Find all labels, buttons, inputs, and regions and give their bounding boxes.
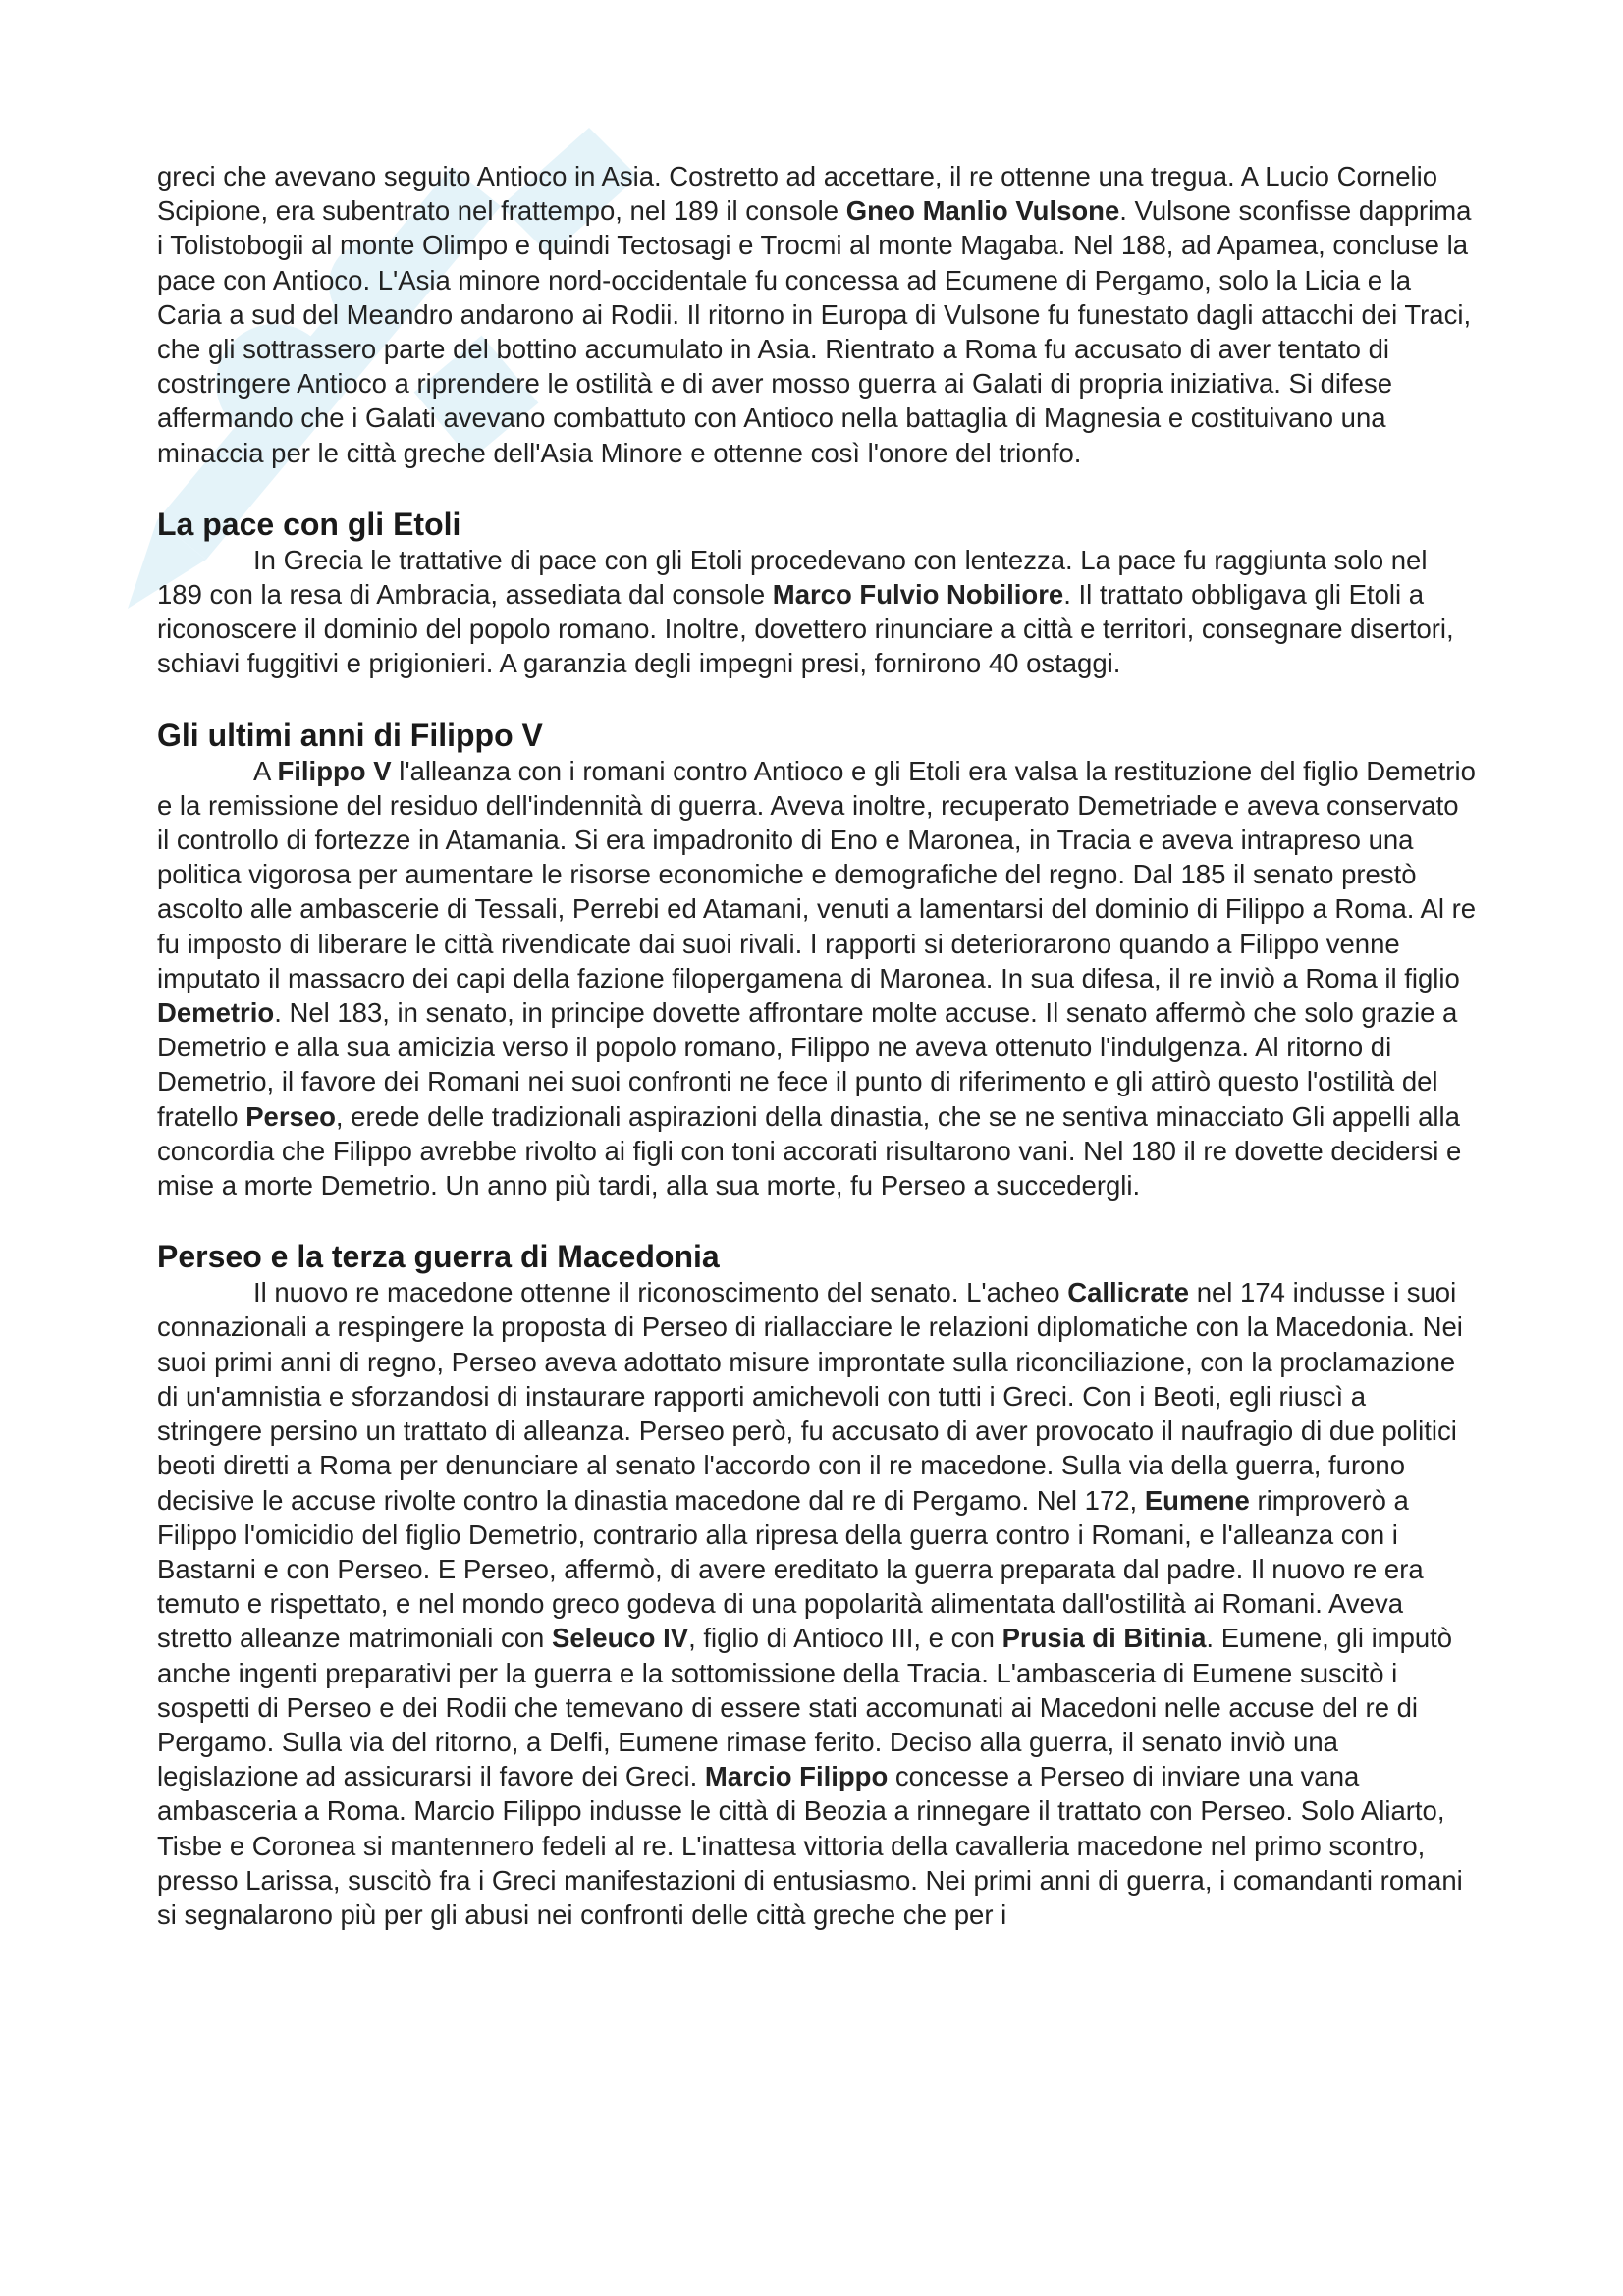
bold-name: Demetrio: [157, 997, 275, 1029]
text-fragment: , erede delle tradizionali aspirazioni della dinastia, che se ne sentiva minacciato Gli appelli alla concordia che Filippo avrebbe rivolto ai figli con toni accorati risultarono vani. Nel 180 il re dovette decidersi e mise a morte Demetrio. Un anno più tardi, alla sua morte, fu Perseo a succedergli.: [157, 1100, 1462, 1201]
text-fragment: , figlio di Antioco III, e con: [688, 1623, 1002, 1654]
text-fragment: In Grecia le trattative di pace con gli Etoli procedevano con lentezza. La pace fu raggiunta solo nel 189 con la resa di Ambracia, assediata dal console: [157, 544, 1428, 611]
text-fragment: rimproverò a Filippo l'omicidio del figlio Demetrio, contrario alla ripresa della guerra contro i Romani, e l'alleanza con i Bastarni e con Perseo. E Perseo, affermò, di avere ereditato la guerra preparata dal padre. Il nuovo re era temuto e rispettato, e nel mondo greco godeva di una popolarità alimentata dall'ostilità ai Romani. Aveva stretto alleanze matrimoniali con: [157, 1484, 1424, 1654]
text-fragment: . Eumene, gli imputò anche ingenti preparativi per la guerra e la sottomissione della Tracia. L'ambasceria di Eumene suscitò i sospetti di Perseo e dei Rodii che temevano di essere stati accomunati ai Macedoni nelle accuse del re di Pergamo. Sulla via del ritorno, a Delfi, Eumene rimase ferito. Deciso alla guerra, il senato inviò una legislazione ad assicurarsi il favore dei Greci.: [157, 1623, 1453, 1792]
text-fragment: . Nel 183, in senato, in principe dovette affrontare molte accuse. Il senato affermò che solo grazie a Demetrio e alla sua amicizia verso il popolo romano, Filippo ne aveva ottenuto l'indulgenza. Al ritorno di Demetrio, il favore dei Romani nei suoi confronti ne fece il punto di riferimento e gli attirò questo l'ostilità del fratello: [157, 997, 1458, 1132]
body-paragraph: [157, 754, 1478, 1203]
body-paragraph: [157, 543, 1478, 681]
bold-name: Filippo V: [277, 755, 392, 786]
text-fragment: greci che avevano seguito Antioco in Asia. Costretto ad accettare, il re ottenne una tregua. A Lucio Cornelio Scipione, era subentrato nel frattempo, nel 189 il console: [157, 161, 1438, 227]
bold-name: Eumene: [1144, 1484, 1250, 1516]
text-fragment: A: [253, 755, 278, 786]
document-page: [157, 159, 1478, 1932]
section-heading: Perseo e la terza guerra di Macedonia: [157, 1239, 720, 1275]
bold-name: Gneo Manlio Vulsone: [845, 195, 1120, 227]
text-fragment: nel 174 indusse i suoi connazionali a respingere la proposta di Perseo di riallacciare le relazioni diplomatiche con la Macedonia. Nei suoi primi anni di regno, Perseo aveva adottato misure improntate sulla riconciliazione, con la proclamazione di un'amnistia e sforzandosi di instaurare rapporti amichevoli con tutti i Greci. Con i Beoti, egli riuscì a stringere persino un trattato di alleanza. Perseo però, fu accusato di aver provocato il naufragio di due politici beoti diretti a Roma per denunciare al senato l'accordo con il re macedone. Sulla via della guerra, furono decisive le accuse rivolte contro la dinastia macedone dal re di Pergamo. Nel 172,: [157, 1277, 1463, 1516]
text-fragment: . Il trattato obbligava gli Etoli a riconoscere il dominio del popolo romano. Inoltre, dovettero rinunciare a città e territori, consegnare disertori, schiavi fuggitivi e prigionieri. A garanzia degli impegni presi, fornirono 40 ostaggi.: [157, 579, 1454, 679]
text-fragment: . Vulsone sconfisse dapprima i Tolistobogii al monte Olimpo e quindi Tectosagi e Trocmi al monte Magaba. Nel 188, ad Apamea, concluse la pace con Antioco. L'Asia minore nord-occidentale fu concessa ad Ecumene di Pergamo, solo la Licia e la Caria a sud del Meandro andarono ai Rodii. Il ritorno in Europa di Vulsone fu funestato dagli attacchi dei Traci, che gli sottrassero parte del bottino accumulato in Asia. Rientrato a Roma fu accusato di aver tentato di costringere Antioco a riprendere le ostilità e di aver mosso guerra ai Galati di propria iniziativa. Si difese affermando che i Galati avevano combattuto con Antioco nella battaglia di Magnesia e costituivano una minaccia per le città greche dell'Asia Minore e ottenne così l'onore del trionfo.: [157, 195, 1472, 468]
bold-name: Marco Fulvio Nobiliore: [772, 579, 1064, 611]
text-fragment: concesse a Perseo di inviare una vana ambasceria a Roma. Marcio Filippo indusse le città di Beozia a rinnegare il trattato con Perseo. Solo Aliarto, Tisbe e Coronea si mantennero fedeli al re. L'inattesa vittoria della cavalleria macedone nel primo scontro, presso Larissa, suscitò fra i Greci manifestazioni di entusiasmo. Nei primi anni di guerra, i comandanti romani si segnalarono più per gli abusi nei confronti delle città greche che per i: [157, 1761, 1463, 1930]
text-fragment: Il nuovo re macedone ottenne il riconoscimento del senato. L'acheo: [253, 1277, 1068, 1308]
section-heading: La pace con gli Etoli: [157, 506, 461, 542]
bold-name: Marcio Filippo: [704, 1761, 889, 1792]
bold-name: Callicrate: [1067, 1277, 1190, 1308]
bold-name: Perseo: [245, 1100, 336, 1132]
text-fragment: l'alleanza con i romani contro Antioco e gli Etoli era valsa la restituzione del figlio Demetrio e la remissione del residuo dell'indennità di guerra. Aveva inoltre, recuperato Demetriade e aveva conservato il controllo di fortezze in Atamania. Si era impadronito di Eno e Maronea, in Tracia e aveva intrapreso una politica vigorosa per aumentare le risorse economiche e demografiche del regno. Dal 185 il senato prestò ascolto alle ambascerie di Tessali, Perrebi ed Atamani, venuti a lamentarsi del dominio di Filippo a Roma. Al re fu imposto di liberare le città rivendicate dai suoi rivali. I rapporti si deteriorarono quando a Filippo venne imputato il massacro dei capi della fazione filopergamena di Maronea. In sua difesa, il re inviò a Roma il figlio: [157, 755, 1477, 993]
body-paragraph: [157, 159, 1478, 470]
body-paragraph: [157, 1275, 1478, 1932]
section-heading: Gli ultimi anni di Filippo V: [157, 717, 543, 753]
bold-name: Seleuco IV: [552, 1623, 689, 1654]
bold-name: Prusia di Bitinia: [1001, 1623, 1207, 1654]
